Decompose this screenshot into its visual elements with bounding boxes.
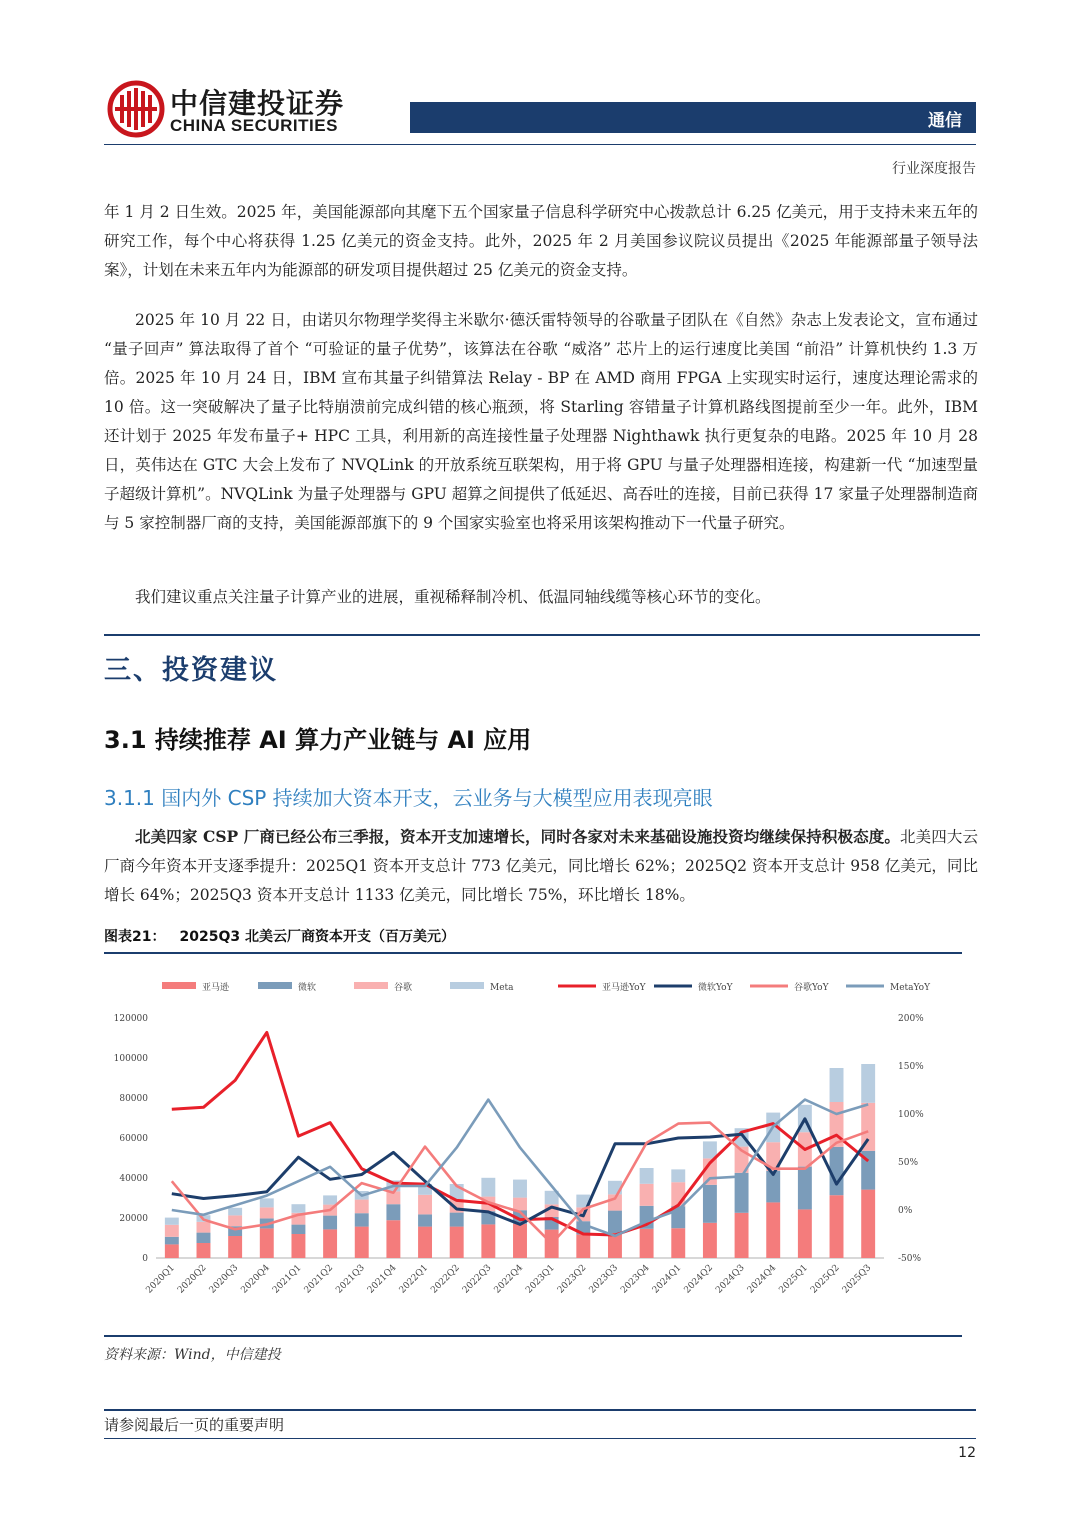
bar-微软 bbox=[703, 1185, 717, 1223]
footer-divider-bottom bbox=[104, 1438, 976, 1439]
bar-亚马逊 bbox=[671, 1228, 685, 1258]
x-tick-label: 2022Q4 bbox=[492, 1263, 526, 1296]
legend-swatch bbox=[162, 982, 196, 989]
page-number: 12 bbox=[958, 1445, 976, 1461]
bar-微软 bbox=[291, 1225, 305, 1234]
bar-谷歌 bbox=[418, 1195, 432, 1215]
bar-Meta bbox=[165, 1218, 179, 1225]
x-tick-label: 2022Q3 bbox=[460, 1263, 494, 1296]
y2-tick-label: 0% bbox=[898, 1206, 913, 1216]
bar-亚马逊 bbox=[703, 1223, 717, 1258]
bar-Meta bbox=[323, 1195, 337, 1204]
company-logo-emblem bbox=[107, 80, 165, 138]
legend-label: MetaYoY bbox=[890, 983, 931, 993]
bar-谷歌 bbox=[197, 1222, 211, 1233]
x-tick-label: 2024Q4 bbox=[745, 1263, 779, 1296]
legend-label: Meta bbox=[490, 983, 514, 993]
figure-source: 资料来源：Wind，中信建投 bbox=[104, 1347, 281, 1363]
bar-亚马逊 bbox=[450, 1227, 464, 1258]
bar-亚马逊 bbox=[323, 1229, 337, 1258]
bar-亚马逊 bbox=[418, 1227, 432, 1258]
x-tick-label: 2023Q3 bbox=[587, 1263, 621, 1296]
legend-swatch bbox=[450, 982, 484, 989]
legend-label: 谷歌YoY bbox=[794, 983, 829, 993]
paragraph-recommendation: 我们建议重点关注量子计算产业的进展，重视稀释制冷机、低温同轴线缆等核心环节的变化。 bbox=[135, 588, 771, 606]
header-divider bbox=[104, 144, 976, 145]
y2-tick-label: 50% bbox=[898, 1158, 919, 1168]
x-tick-label: 2024Q1 bbox=[650, 1263, 684, 1296]
bar-谷歌 bbox=[228, 1215, 242, 1226]
paragraph-capex bbox=[104, 822, 978, 910]
bar-亚马逊 bbox=[861, 1190, 875, 1258]
bar-微软 bbox=[355, 1213, 369, 1226]
disclaimer-note: 请参阅最后一页的重要声明 bbox=[104, 1416, 285, 1434]
x-tick-label: 2020Q2 bbox=[176, 1263, 209, 1296]
bar-微软 bbox=[798, 1167, 812, 1210]
bar-谷歌 bbox=[260, 1207, 274, 1218]
legend-swatch bbox=[354, 982, 388, 989]
bar-Meta bbox=[830, 1068, 844, 1102]
x-tick-label: 2025Q3 bbox=[840, 1263, 874, 1296]
bar-Meta bbox=[640, 1168, 654, 1184]
y2-tick-label: -50% bbox=[898, 1254, 922, 1264]
x-tick-label: 2020Q4 bbox=[239, 1263, 272, 1296]
bar-亚马逊 bbox=[513, 1224, 527, 1258]
subsubsection-title: 3.1.1 国内外 CSP 持续加大资本开支，云业务与大模型应用表现亮眼 bbox=[104, 786, 713, 810]
bar-Meta bbox=[291, 1204, 305, 1213]
bar-微软 bbox=[608, 1211, 622, 1233]
footer-divider-top bbox=[104, 1409, 976, 1411]
x-tick-label: 2020Q3 bbox=[207, 1263, 241, 1296]
bar-Meta bbox=[228, 1208, 242, 1216]
x-tick-label: 2022Q2 bbox=[429, 1263, 462, 1296]
x-tick-label: 2021Q3 bbox=[334, 1263, 367, 1296]
x-tick-label: 2025Q2 bbox=[809, 1263, 842, 1296]
bar-微软 bbox=[197, 1233, 211, 1243]
paragraph-quantum-news: 2025 年 10 月 22 日，由诺贝尔物理学奖得主米歇尔·德沃雷特领导的谷歌量子团队在《自然》杂志上发表论文，宣布通过 “量子回声” 算法取得了首个 “可验证的量子优势”，该算法在谷歌 “威洛” 芯片上的运行速度比美国 “前沿” 计算机快约 1.3 万倍。2025 年 10 月 24 日，IBM 宣布其量子纠错算法 Relay - BP 在 AMD 商用 FPGA 上实现实时运行，速度达理论需求的 10 倍。这一突破解决了量子比特崩溃前完成纠错的核心瓶颈，将 Starling 容错量子计算机路线图提前至少一年。此外，IBM 还计划于 2025 年发布量子+ HPC 工具，利用新的高连接性量子处理器 Nighthawk 执行更复杂的电路。2025 年 10 月 28 日，英伟达在 GTC 大会上发布了 NVQLink 的开放系统互联架构，用于将 GPU 与量子处理器相连接，构建新一代 “加速型量子超级计算机”。NVQLink 为量子处理器与 GPU 超算之间提供了低延迟、高吞吐的连接，目前已获得 17 家量子处理器制造商与 5 家控制器厂商的支持，美国能源部旗下的 9 个国家实验室也将采用该架构推动下一代量子研究。 bbox=[104, 311, 978, 532]
x-tick-label: 2024Q3 bbox=[714, 1263, 747, 1296]
x-tick-label: 2022Q1 bbox=[397, 1263, 431, 1296]
bar-微软 bbox=[386, 1204, 400, 1220]
capex-chart bbox=[104, 966, 962, 1326]
bar-亚马逊 bbox=[228, 1236, 242, 1258]
legend-label: 微软YoY bbox=[698, 983, 733, 993]
section-divider bbox=[104, 634, 980, 636]
figure-caption: 2025Q3 北美云厂商资本开支（百万美元） bbox=[179, 929, 455, 945]
bar-谷歌 bbox=[165, 1225, 179, 1237]
y-tick-label: 20000 bbox=[119, 1214, 148, 1224]
bar-Meta bbox=[671, 1169, 685, 1182]
x-tick-label: 2025Q1 bbox=[777, 1263, 810, 1296]
bar-亚马逊 bbox=[260, 1228, 274, 1258]
bar-Meta bbox=[481, 1178, 495, 1197]
bar-微软 bbox=[418, 1214, 432, 1226]
y-tick-label: 120000 bbox=[113, 1014, 148, 1024]
y-tick-label: 80000 bbox=[119, 1094, 148, 1104]
bar-亚马逊 bbox=[640, 1229, 654, 1258]
x-tick-label: 2021Q1 bbox=[271, 1263, 304, 1296]
bar-微软 bbox=[323, 1216, 337, 1230]
x-tick-label: 2024Q2 bbox=[682, 1263, 716, 1296]
bar-亚马逊 bbox=[197, 1243, 211, 1258]
x-tick-label: 2023Q2 bbox=[555, 1263, 589, 1296]
bar-亚马逊 bbox=[735, 1213, 749, 1258]
figure-title bbox=[104, 926, 469, 946]
bar-谷歌 bbox=[513, 1198, 527, 1211]
paragraph-funding: 年 1 月 2 日生效。2025 年，美国能源部向其麾下五个国家量子信息科学研究中心拨款总计 6.25 亿美元，用于支持未来五年的研究工作，每个中心将获得 1.25 亿美元的资金支持。此外，2025 年 2 月美国参议院议员提出《2025 年能源部量子领导法案》，计划在未来五年内为能源部的研发项目提供超过 25 亿美元的资金支持。 bbox=[104, 203, 978, 279]
bar-亚马逊 bbox=[766, 1202, 780, 1258]
bar-谷歌 bbox=[355, 1200, 369, 1214]
report-type: 行业深度报告 bbox=[892, 161, 976, 177]
bar-亚马逊 bbox=[481, 1224, 495, 1258]
bar-亚马逊 bbox=[355, 1227, 369, 1258]
y-tick-label: 40000 bbox=[119, 1174, 148, 1184]
legend-label: 亚马逊 bbox=[202, 983, 230, 993]
bar-亚马逊 bbox=[798, 1209, 812, 1258]
figure-top-rule bbox=[104, 952, 962, 954]
bar-Meta bbox=[513, 1180, 527, 1198]
subsection-title: 3.1 持续推荐 AI 算力产业链与 AI 应用 bbox=[104, 726, 532, 754]
sector-banner bbox=[410, 102, 976, 133]
x-tick-label: 2023Q4 bbox=[619, 1263, 652, 1296]
figure-label: 图表21： bbox=[104, 929, 166, 945]
y-tick-label: 60000 bbox=[119, 1134, 148, 1144]
y-tick-label: 0 bbox=[142, 1254, 148, 1264]
section-title: 三、投资建议 bbox=[104, 655, 278, 686]
brand-name-en: CHINA SECURITIES bbox=[170, 116, 338, 135]
capex-detail: 北美四大云厂商今年资本开支逐季提升：2025Q1 资本开支总计 773 亿美元，同比增长 62%；2025Q2 资本开支总计 958 亿美元，同比增长 64%；2025Q3 资本开支总计 1133 亿美元，同比增长 75%，环比增长 18%。 bbox=[104, 828, 978, 904]
x-tick-label: 2021Q4 bbox=[365, 1263, 399, 1296]
bar-微软 bbox=[735, 1173, 749, 1213]
y2-tick-label: 200% bbox=[898, 1014, 924, 1024]
bar-微软 bbox=[450, 1213, 464, 1227]
bar-Meta bbox=[703, 1141, 717, 1158]
legend-label: 谷歌 bbox=[394, 983, 413, 993]
x-tick-label: 2021Q2 bbox=[302, 1263, 336, 1296]
bar-微软 bbox=[165, 1237, 179, 1245]
y2-tick-label: 100% bbox=[898, 1110, 924, 1120]
bar-Meta bbox=[861, 1064, 875, 1103]
figure-bottom-rule bbox=[104, 1335, 962, 1337]
bar-谷歌 bbox=[640, 1184, 654, 1206]
bar-亚马逊 bbox=[576, 1234, 590, 1258]
bar-亚马逊 bbox=[386, 1220, 400, 1258]
bar-谷歌 bbox=[671, 1182, 685, 1206]
legend-label: 亚马逊YoY bbox=[602, 983, 646, 993]
brand-name-cn: 中信建投证券 bbox=[170, 87, 345, 120]
y-tick-label: 100000 bbox=[113, 1054, 148, 1064]
x-tick-label: 2023Q1 bbox=[524, 1263, 557, 1296]
sector-label: 通信 bbox=[928, 111, 962, 131]
legend-label: 微软 bbox=[298, 983, 317, 993]
capex-lead: 北美四家 CSP 厂商已经公布三季报，资本开支加速增长，同时各家对未来基础设施投资均继续保持积极态度。 bbox=[135, 827, 900, 846]
y2-tick-label: 150% bbox=[898, 1062, 924, 1072]
bar-亚马逊 bbox=[165, 1244, 179, 1258]
bar-亚马逊 bbox=[291, 1234, 305, 1258]
bar-亚马逊 bbox=[830, 1195, 844, 1258]
bar-Meta bbox=[260, 1198, 274, 1207]
legend-swatch bbox=[258, 982, 292, 989]
x-tick-label: 2020Q1 bbox=[144, 1263, 177, 1296]
